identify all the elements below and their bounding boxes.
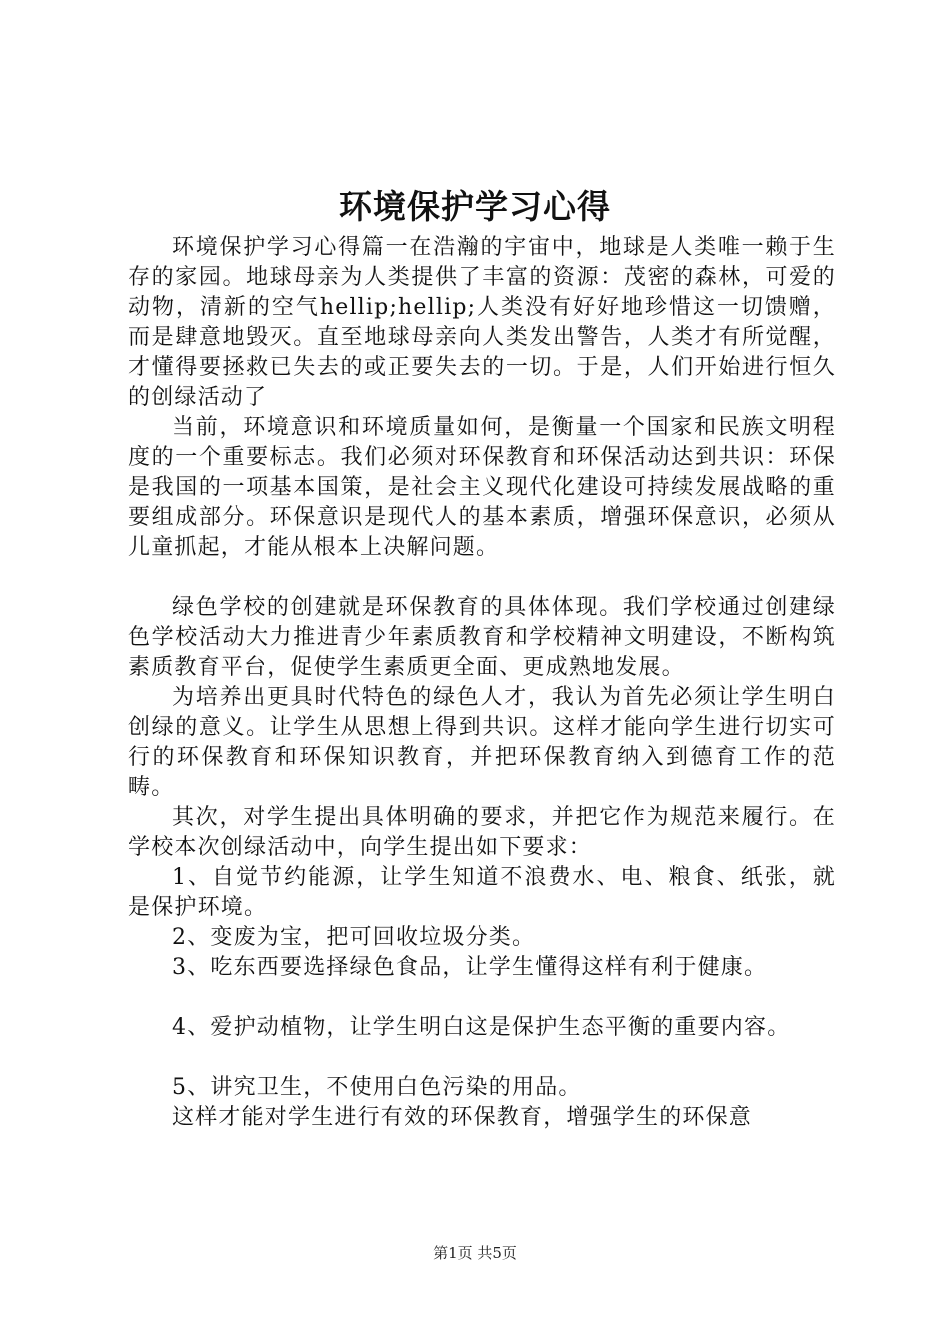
paragraph-training: 为培养出更具时代特色的绿色人才，我认为首先必须让学生明白创绿的意义。让学生从思想上得到共识。这样才能向学生进行切实可行的环保教育和环保知识教育，并把环保教育纳入到德育工作的范畴。 [128,685,836,800]
paragraph-intro: 环境保护学习心得篇一在浩瀚的宇宙中，地球是人类唯一赖于生存的家园。地球母亲为人类提供了丰富的资源：茂密的森林，可爱的动物，清新的空气hellip;hellip;人类没有好好地珍惜这一切馈赠，而是肆意地毁灭。直至地球母亲向人类发出警告，人类才有所觉醒，才懂得要拯救已失去的或正要失去的一切。于是，人们开始进行恒久的创绿活动了 [128,235,836,410]
list-item-1: 1、自觉节约能源，让学生知道不浪费水、电、粮食、纸张，就是保护环境。 [128,865,836,920]
list-item-3: 3、吃东西要选择绿色食品，让学生懂得这样有利于健康。 [172,955,768,980]
paragraph-requirements-intro: 其次，对学生提出具体明确的要求，并把它作为规范来履行。在学校本次创绿活动中，向学生提出如下要求： [128,805,836,860]
paragraph-conclusion: 这样才能对学生进行有效的环保教育，增强学生的环保意 [172,1105,753,1130]
paragraph-awareness: 当前，环境意识和环境质量如何，是衡量一个国家和民族文明程度的一个重要标志。我们必须对环保教育和环保活动达到共识：环保是我国的一项基本国策，是社会主义现代化建设可持续发展战略的重要组成部分。环保意识是现代人的基本素质，增强环保意识，必须从儿童抓起，才能从根本上决解问题。 [128,415,836,560]
document-title: 环境保护学习心得 [339,187,611,226]
list-item-5: 5、讲究卫生，不使用白色污染的用品。 [172,1075,582,1100]
paragraph-green-school: 绿色学校的创建就是环保教育的具体体现。我们学校通过创建绿色学校活动大力推进青少年素质教育和学校精神文明建设，不断构筑素质教育平台，促使学生素质更全面、更成熟地发展。 [128,595,836,680]
page-number-footer: 第1页 共5页 [433,1244,517,1262]
document-body [128,233,836,1133]
list-item-4: 4、爱护动植物，让学生明白这是保护生态平衡的重要内容。 [172,1015,791,1040]
list-item-2: 2、变废为宝，把可回收垃圾分类。 [172,925,536,950]
